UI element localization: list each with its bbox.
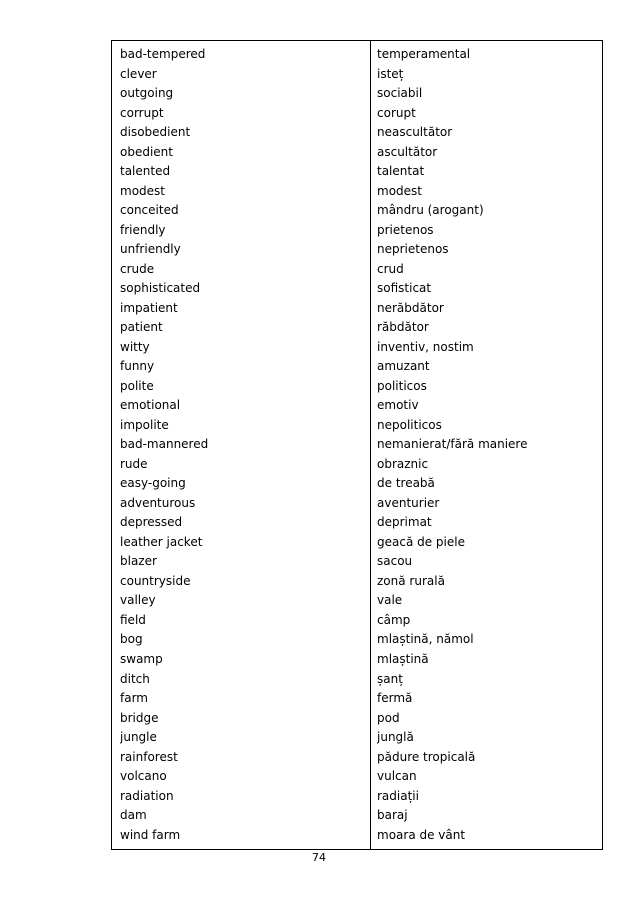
romanian-translation: modest xyxy=(377,183,422,198)
romanian-translation: emotiv xyxy=(377,398,419,413)
romanian-translation: vulcan xyxy=(377,769,417,784)
english-term: swamp xyxy=(120,651,163,666)
english-term: funny xyxy=(120,359,155,374)
english-term: friendly xyxy=(120,222,166,237)
romanian-translation: răbdător xyxy=(377,320,429,335)
vocabulary-table xyxy=(111,40,603,850)
romanian-translation: șanț xyxy=(377,671,403,686)
english-term: witty xyxy=(120,339,150,354)
english-term: patient xyxy=(120,320,163,335)
english-term: easy-going xyxy=(120,476,186,491)
english-term: bad-mannered xyxy=(120,437,209,452)
english-term: bog xyxy=(120,632,143,647)
english-term: bridge xyxy=(120,710,159,725)
english-column xyxy=(112,41,371,849)
english-term: ditch xyxy=(120,671,150,686)
english-term: volcano xyxy=(120,769,167,784)
english-term: bad-tempered xyxy=(120,47,206,61)
english-term: wind farm xyxy=(120,827,181,842)
english-term: farm xyxy=(120,691,148,706)
english-term: adventurous xyxy=(120,495,196,510)
english-term: field xyxy=(120,612,146,627)
romanian-column xyxy=(371,41,602,849)
english-term: modest xyxy=(120,183,165,198)
page-number: 74 xyxy=(312,851,326,864)
english-term: clever xyxy=(120,66,157,81)
english-term: crude xyxy=(120,261,155,276)
romanian-translation: politicos xyxy=(377,378,427,393)
romanian-translation: isteț xyxy=(377,66,404,81)
romanian-translation: sacou xyxy=(377,554,413,569)
english-term: jungle xyxy=(120,730,157,745)
romanian-translation: nepoliticos xyxy=(377,417,442,432)
english-term: sophisticated xyxy=(120,281,201,296)
english-term: radiation xyxy=(120,788,174,803)
romanian-translation: nerăbdător xyxy=(377,300,444,315)
romanian-translation: zonă rurală xyxy=(377,573,445,588)
english-term: impolite xyxy=(120,417,169,432)
english-term: unfriendly xyxy=(120,242,181,257)
english-term: corrupt xyxy=(120,105,164,120)
romanian-translation: pădure tropicală xyxy=(377,749,476,764)
english-term: disobedient xyxy=(120,125,191,140)
romanian-translation: ascultător xyxy=(377,144,438,159)
english-term: rainforest xyxy=(120,749,178,764)
english-term: emotional xyxy=(120,398,181,413)
romanian-translation: temperamental xyxy=(377,47,471,61)
romanian-translation: mândru (arogant) xyxy=(377,203,484,218)
romanian-translation: corupt xyxy=(377,105,416,120)
romanian-translation: crud xyxy=(377,261,404,276)
english-term: outgoing xyxy=(120,86,174,101)
english-term: leather jacket xyxy=(120,534,203,549)
romanian-translation: vale xyxy=(377,593,403,608)
romanian-translation: fermă xyxy=(377,691,413,706)
english-term: blazer xyxy=(120,554,157,569)
english-term: obedient xyxy=(120,144,173,159)
romanian-translation: nemanierat/fără maniere xyxy=(377,437,528,452)
english-term: conceited xyxy=(120,203,179,218)
romanian-translation: aventurier xyxy=(377,495,440,510)
romanian-translation: sofisticat xyxy=(377,281,432,296)
english-term: rude xyxy=(120,456,148,471)
english-term: countryside xyxy=(120,573,191,588)
romanian-translation: geacă de piele xyxy=(377,534,465,549)
romanian-translation: câmp xyxy=(377,612,411,627)
romanian-translation: baraj xyxy=(377,808,408,823)
english-term: dam xyxy=(120,808,147,823)
romanian-translation: prietenos xyxy=(377,222,434,237)
romanian-translation: radiații xyxy=(377,788,419,803)
romanian-translation: obraznic xyxy=(377,456,429,471)
english-term: valley xyxy=(120,593,156,608)
romanian-translation: de treabă xyxy=(377,476,435,491)
romanian-translation: inventiv, nostim xyxy=(377,339,474,354)
romanian-translation: talentat xyxy=(377,164,425,179)
english-term: depressed xyxy=(120,515,183,530)
romanian-translation: mlaștină xyxy=(377,651,429,666)
romanian-translation: sociabil xyxy=(377,86,423,101)
english-term: talented xyxy=(120,164,171,179)
romanian-translation: neascultător xyxy=(377,125,453,140)
english-term: polite xyxy=(120,378,154,393)
romanian-translation: mlaștină, nămol xyxy=(377,632,474,647)
romanian-translation: moara de vânt xyxy=(377,827,466,842)
romanian-translation: pod xyxy=(377,710,400,725)
romanian-translation: amuzant xyxy=(377,359,430,374)
romanian-translation: junglă xyxy=(377,730,414,745)
romanian-translation: deprimat xyxy=(377,515,432,530)
english-term: impatient xyxy=(120,300,178,315)
romanian-translation: neprietenos xyxy=(377,242,449,257)
